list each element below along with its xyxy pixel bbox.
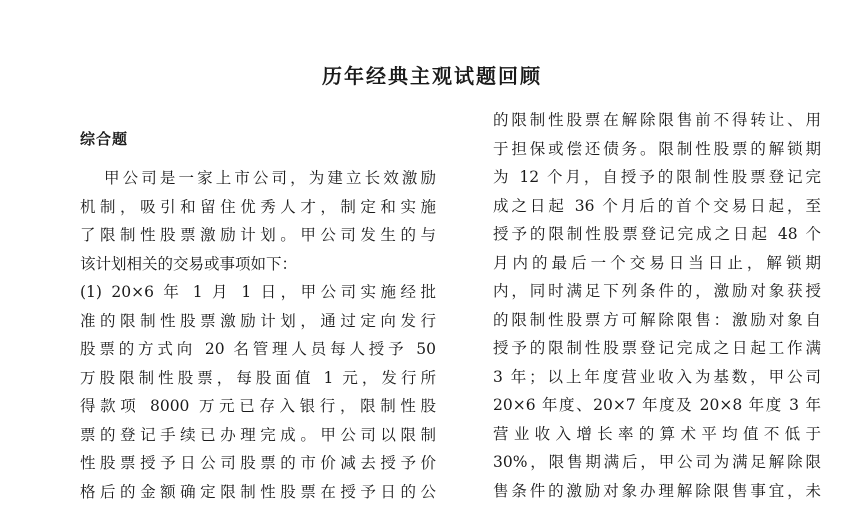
text-line: 的限制性股票方可解除限售：激励对象自 xyxy=(493,306,821,335)
text-line: 股票的方式向 20 名管理人员每人授予 50 xyxy=(80,335,436,364)
text-line: 了限制性股票激励计划。甲公司发生的与 xyxy=(80,221,436,250)
text-line: 于担保或偿还债务。限制性股票的解锁期 xyxy=(493,135,821,164)
left-column-body xyxy=(80,164,436,506)
text-line: 3 年；以上年度营业收入为基数，甲公司 xyxy=(493,363,821,392)
text-line: 授予的限制性股票登记完成之日起工作满 xyxy=(493,334,821,363)
text-line: 性股票授予日公司股票的市价减去授予价 xyxy=(80,449,436,478)
text-line: 售条件的激励对象办理解除限售事宜，未 xyxy=(493,477,821,506)
text-line: 甲公司是一家上市公司，为建立长效激励 xyxy=(80,164,436,193)
text-line: 万股限制性股票，每股面值 1 元，发行所 xyxy=(80,364,436,393)
text-line: 格后的金额确定限制性股票在授予日的公 xyxy=(80,478,436,506)
text-line: 的限制性股票在解除限售前不得转让、用 xyxy=(493,106,821,135)
text-line: 30%，限售期满后，甲公司为满足解除限 xyxy=(493,448,821,477)
text-line: 内，同时满足下列条件的，激励对象获授 xyxy=(493,277,821,306)
text-line: 月内的最后一个交易日当日止，解锁期 xyxy=(493,249,821,278)
right-column xyxy=(493,106,821,505)
text-line: 授予的限制性股票登记完成之日起 48 个 xyxy=(493,220,821,249)
text-line: 机制，吸引和留住优秀人才，制定和实施 xyxy=(80,193,436,222)
section-heading: 综合题 xyxy=(80,128,436,156)
text-line: 为 12 个月，自授予的限制性股票登记完 xyxy=(493,163,821,192)
text-line: 得款项 8000 万元已存入银行，限制性股 xyxy=(80,392,436,421)
text-line: 该计划相关的交易或事项如下： xyxy=(80,250,436,279)
left-column xyxy=(80,128,436,506)
text-line: 20×6 年度、20×7 年度及 20×8 年度 3 年 xyxy=(493,391,821,420)
text-line: 票的登记手续已办理完成。甲公司以限制 xyxy=(80,421,436,450)
page-title: 历年经典主观试题回顾 xyxy=(0,60,864,89)
text-line: 准的限制性股票激励计划，通过定向发行 xyxy=(80,307,436,336)
text-line: 营业收入增长率的算术平均值不低于 xyxy=(493,420,821,449)
text-line: (1) 20×6 年 1 月 1 日，甲公司实施经批 xyxy=(80,278,436,307)
right-column-body xyxy=(493,106,821,505)
text-line: 成之日起 36 个月后的首个交易日起，至 xyxy=(493,192,821,221)
